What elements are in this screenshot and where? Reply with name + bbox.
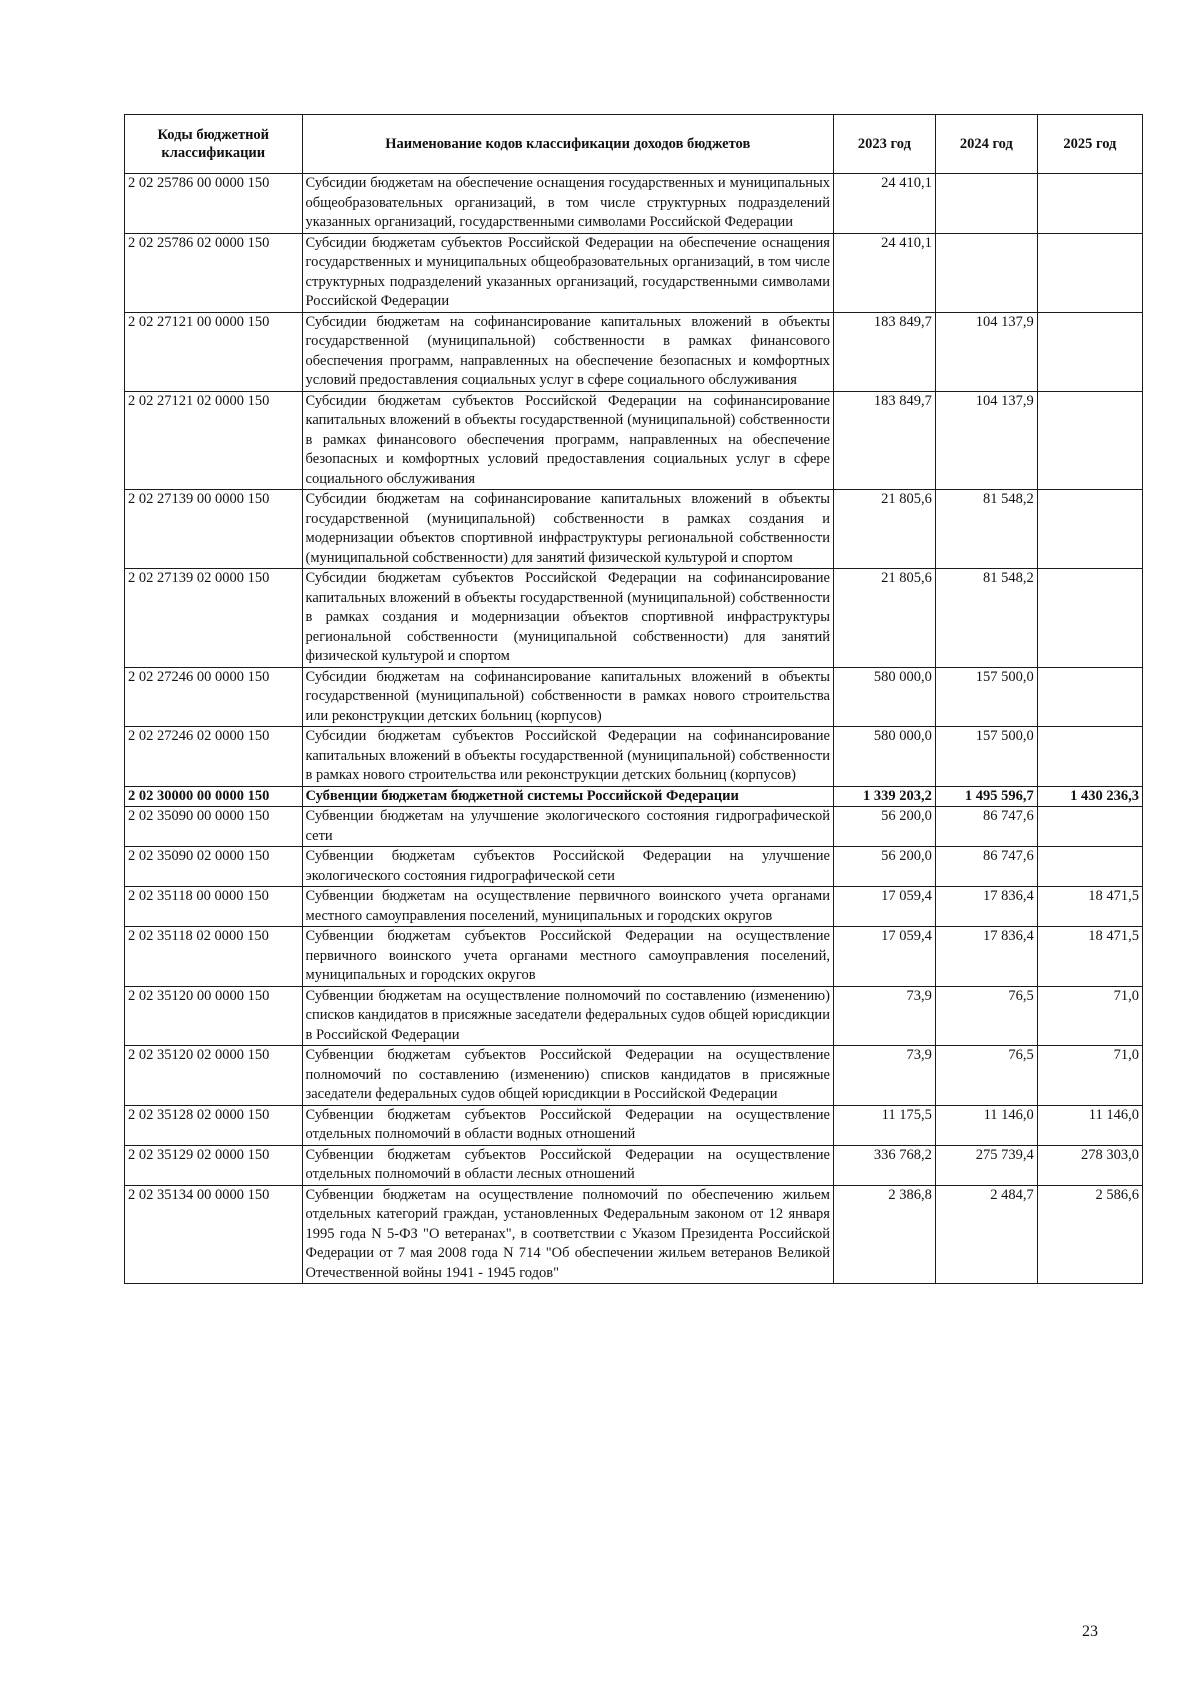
value-2024-cell: 157 500,0 — [935, 667, 1037, 727]
value-2023-cell: 56 200,0 — [833, 807, 935, 847]
table-row — [125, 1185, 1143, 1284]
value-2023-cell: 183 849,7 — [833, 391, 935, 490]
name-cell: Субвенции бюджетам субъектов Российской Федерации на осуществление отдельных полномочий в области лесных отношений — [302, 1145, 833, 1185]
table-row — [125, 312, 1143, 391]
value-2024-cell: 76,5 — [935, 986, 1037, 1046]
name-cell: Субсидии бюджетам на софинансирование капитальных вложений в объекты государственной (муниципальной) собственности в рамках создания и модернизации объектов спортивной инфраструктуры региональной собственности (муниципальной собственности) для занятий физической культурой и спортом — [302, 490, 833, 569]
name-cell: Субсидии бюджетам на обеспечение оснащения государственных и муниципальных общеобразовательных организаций, в том числе структурных подразделений указанных организаций, государственными символами Российской Федерации — [302, 174, 833, 234]
table-row — [125, 927, 1143, 987]
value-2025-cell: 18 471,5 — [1037, 887, 1142, 927]
document-page — [124, 114, 1143, 1284]
name-cell: Субсидии бюджетам субъектов Российской Федерации на софинансирование капитальных вложений в объекты государственной (муниципальной) собственности в рамках финансового обеспечения программ, направленных на обеспечение безопасных и комфортных условий предоставления социальных услуг в сфере социального обслуживания — [302, 391, 833, 490]
table-row — [125, 847, 1143, 887]
table-row — [125, 233, 1143, 312]
code-cell: 2 02 27246 02 0000 150 — [125, 727, 303, 787]
value-2024-cell: 2 484,7 — [935, 1185, 1037, 1284]
header-2024: 2024 год — [935, 115, 1037, 174]
code-cell: 2 02 35128 02 0000 150 — [125, 1105, 303, 1145]
page-number: 23 — [1082, 1623, 1098, 1640]
value-2023-cell: 56 200,0 — [833, 847, 935, 887]
value-2023-cell: 1 339 203,2 — [833, 786, 935, 807]
code-cell: 2 02 35118 00 0000 150 — [125, 887, 303, 927]
value-2023-cell: 17 059,4 — [833, 927, 935, 987]
value-2023-cell: 580 000,0 — [833, 727, 935, 787]
code-cell: 2 02 27139 00 0000 150 — [125, 490, 303, 569]
name-cell: Субвенции бюджетам бюджетной системы Российской Федерации — [302, 786, 833, 807]
name-cell: Субсидии бюджетам на софинансирование капитальных вложений в объекты государственной (муниципальной) собственности в рамках нового строительства или реконструкции детских больниц (корпусов) — [302, 667, 833, 727]
code-cell: 2 02 35120 00 0000 150 — [125, 986, 303, 1046]
table-row — [125, 887, 1143, 927]
value-2023-cell: 24 410,1 — [833, 174, 935, 234]
value-2024-cell: 81 548,2 — [935, 490, 1037, 569]
value-2024-cell: 104 137,9 — [935, 312, 1037, 391]
name-cell: Субсидии бюджетам субъектов Российской Федерации на софинансирование капитальных вложений в объекты государственной (муниципальной) собственности в рамках нового строительства или реконструкции детских больниц (корпусов) — [302, 727, 833, 787]
value-2024-cell: 157 500,0 — [935, 727, 1037, 787]
table-row — [125, 1145, 1143, 1185]
value-2024-cell: 17 836,4 — [935, 887, 1037, 927]
name-cell: Субвенции бюджетам субъектов Российской Федерации на осуществление отдельных полномочий в области водных отношений — [302, 1105, 833, 1145]
value-2023-cell: 73,9 — [833, 986, 935, 1046]
value-2025-cell: 278 303,0 — [1037, 1145, 1142, 1185]
value-2024-cell: 104 137,9 — [935, 391, 1037, 490]
value-2025-cell: 71,0 — [1037, 986, 1142, 1046]
value-2023-cell: 24 410,1 — [833, 233, 935, 312]
name-cell: Субвенции бюджетам на осуществление первичного воинского учета органами местного самоуправления поселений, муниципальных и городских округов — [302, 887, 833, 927]
value-2024-cell: 1 495 596,7 — [935, 786, 1037, 807]
value-2023-cell: 11 175,5 — [833, 1105, 935, 1145]
value-2024-cell: 86 747,6 — [935, 807, 1037, 847]
value-2024-cell: 86 747,6 — [935, 847, 1037, 887]
value-2023-cell: 2 386,8 — [833, 1185, 935, 1284]
code-cell: 2 02 27139 02 0000 150 — [125, 569, 303, 668]
code-cell: 2 02 27121 02 0000 150 — [125, 391, 303, 490]
value-2024-cell: 275 739,4 — [935, 1145, 1037, 1185]
code-cell: 2 02 35090 00 0000 150 — [125, 807, 303, 847]
table-body — [125, 174, 1143, 1284]
value-2025-cell — [1037, 807, 1142, 847]
table-row — [125, 1046, 1143, 1106]
value-2025-cell: 1 430 236,3 — [1037, 786, 1142, 807]
header-2025: 2025 год — [1037, 115, 1142, 174]
code-cell: 2 02 25786 00 0000 150 — [125, 174, 303, 234]
value-2023-cell: 17 059,4 — [833, 887, 935, 927]
table-row — [125, 391, 1143, 490]
value-2024-cell — [935, 174, 1037, 234]
value-2025-cell: 18 471,5 — [1037, 927, 1142, 987]
header-2023: 2023 год — [833, 115, 935, 174]
value-2025-cell — [1037, 312, 1142, 391]
value-2024-cell: 17 836,4 — [935, 927, 1037, 987]
value-2025-cell: 2 586,6 — [1037, 1185, 1142, 1284]
name-cell: Субсидии бюджетам субъектов Российской Федерации на софинансирование капитальных вложений в объекты государственной (муниципальной) собственности в рамках создания и модернизации объектов спортивной инфраструктуры региональной собственности (муниципальной собственности) для занятий физической культурой и спортом — [302, 569, 833, 668]
value-2024-cell: 81 548,2 — [935, 569, 1037, 668]
value-2025-cell — [1037, 569, 1142, 668]
table-row — [125, 1105, 1143, 1145]
table-row — [125, 490, 1143, 569]
value-2025-cell — [1037, 174, 1142, 234]
value-2025-cell — [1037, 727, 1142, 787]
budget-revenue-table — [124, 114, 1143, 1284]
value-2024-cell: 11 146,0 — [935, 1105, 1037, 1145]
value-2025-cell — [1037, 847, 1142, 887]
value-2023-cell: 183 849,7 — [833, 312, 935, 391]
value-2023-cell: 21 805,6 — [833, 569, 935, 668]
table-row — [125, 807, 1143, 847]
table-header-row — [125, 115, 1143, 174]
name-cell: Субвенции бюджетам на осуществление полномочий по обеспечению жильем отдельных категорий граждан, установленных Федеральным законом от 12 января 1995 года N 5-ФЗ "О ветеранах", в соответствии с Указом Президента Российской Федерации от 7 мая 2008 года N 714 "Об обеспечении жильем ветеранов Великой Отечественной войны 1941 - 1945 годов" — [302, 1185, 833, 1284]
value-2023-cell: 580 000,0 — [833, 667, 935, 727]
code-cell: 2 02 25786 02 0000 150 — [125, 233, 303, 312]
table-row — [125, 986, 1143, 1046]
value-2025-cell: 11 146,0 — [1037, 1105, 1142, 1145]
value-2023-cell: 336 768,2 — [833, 1145, 935, 1185]
value-2025-cell — [1037, 667, 1142, 727]
name-cell: Субвенции бюджетам субъектов Российской Федерации на улучшение экологического состояния гидрографической сети — [302, 847, 833, 887]
name-cell: Субвенции бюджетам на осуществление полномочий по составлению (изменению) списков кандидатов в присяжные заседатели федеральных судов общей юрисдикции в Российской Федерации — [302, 986, 833, 1046]
name-cell: Субвенции бюджетам субъектов Российской Федерации на осуществление полномочий по составлению (изменению) списков кандидатов в присяжные заседатели федеральных судов общей юрисдикции в Российской Федерации — [302, 1046, 833, 1106]
name-cell: Субвенции бюджетам на улучшение экологического состояния гидрографической сети — [302, 807, 833, 847]
table-row — [125, 667, 1143, 727]
value-2024-cell — [935, 233, 1037, 312]
code-cell: 2 02 27121 00 0000 150 — [125, 312, 303, 391]
code-cell: 2 02 35120 02 0000 150 — [125, 1046, 303, 1106]
value-2025-cell — [1037, 391, 1142, 490]
value-2024-cell: 76,5 — [935, 1046, 1037, 1106]
header-code: Коды бюджетной классификации — [125, 115, 303, 174]
code-cell: 2 02 35118 02 0000 150 — [125, 927, 303, 987]
value-2025-cell — [1037, 490, 1142, 569]
value-2025-cell — [1037, 233, 1142, 312]
table-row — [125, 786, 1143, 807]
name-cell: Субвенции бюджетам субъектов Российской Федерации на осуществление первичного воинского учета органами местного самоуправления поселений, муниципальных и городских округов — [302, 927, 833, 987]
code-cell: 2 02 30000 00 0000 150 — [125, 786, 303, 807]
name-cell: Субсидии бюджетам субъектов Российской Федерации на обеспечение оснащения государственных и муниципальных общеобразовательных организаций, в том числе структурных подразделений указанных организаций, государственными символами Российской Федерации — [302, 233, 833, 312]
value-2023-cell: 21 805,6 — [833, 490, 935, 569]
table-row — [125, 174, 1143, 234]
code-cell: 2 02 27246 00 0000 150 — [125, 667, 303, 727]
header-name: Наименование кодов классификации доходов бюджетов — [302, 115, 833, 174]
value-2023-cell: 73,9 — [833, 1046, 935, 1106]
code-cell: 2 02 35090 02 0000 150 — [125, 847, 303, 887]
value-2025-cell: 71,0 — [1037, 1046, 1142, 1106]
table-row — [125, 727, 1143, 787]
name-cell: Субсидии бюджетам на софинансирование капитальных вложений в объекты государственной (муниципальной) собственности в рамках финансового обеспечения программ, направленных на обеспечение безопасных и комфортных условий предоставления социальных услуг в сфере социального обслуживания — [302, 312, 833, 391]
code-cell: 2 02 35129 02 0000 150 — [125, 1145, 303, 1185]
code-cell: 2 02 35134 00 0000 150 — [125, 1185, 303, 1284]
table-row — [125, 569, 1143, 668]
